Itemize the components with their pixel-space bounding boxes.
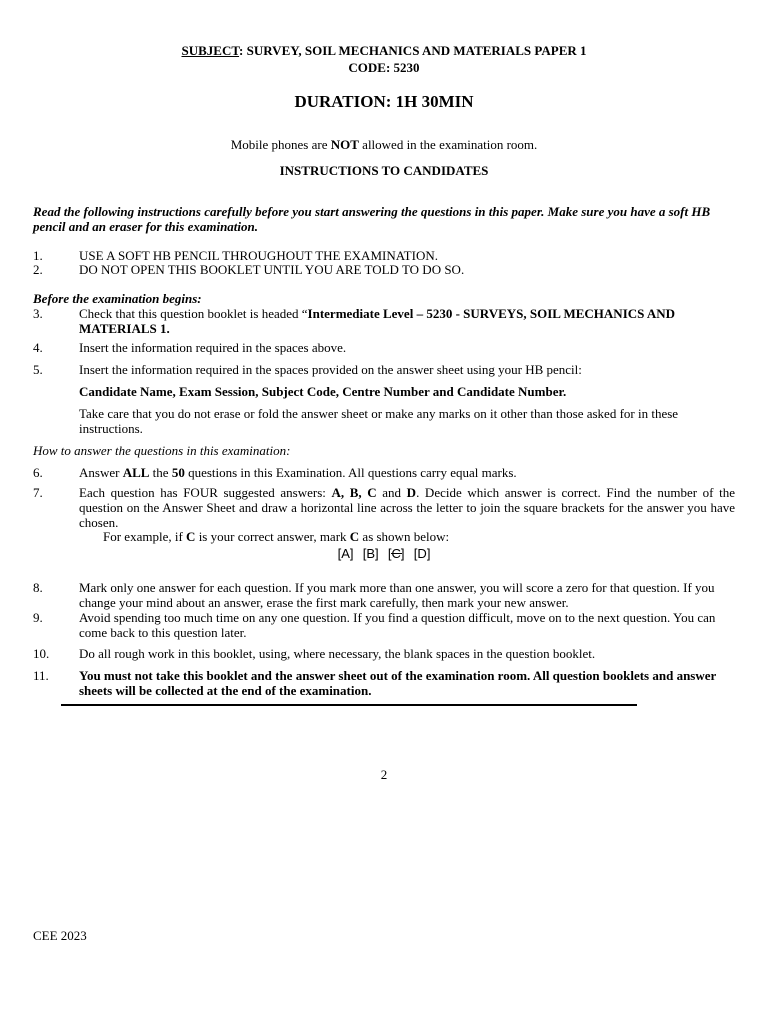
how-heading: How to answer the questions in this examination:	[33, 443, 291, 458]
item-7-d: D	[406, 485, 417, 500]
item-9-text: Avoid spending too much time on any one question. If you find a question difficult, move on to the next question. You can come back to this question later.	[79, 610, 716, 640]
item-6-number: 6.	[33, 465, 43, 480]
exam-code: CODE: 5230	[348, 60, 420, 75]
item-2-text: DO NOT OPEN THIS BOOKLET UNTIL YOU ARE TOLD TO DO SO.	[79, 262, 465, 277]
item-7-letters: A, B, C	[331, 485, 377, 500]
item-1-text: USE A SOFT HB PENCIL THROUGHOUT THE EXAMINATION.	[79, 248, 438, 263]
subject-line	[0, 43, 768, 58]
example-c: C	[186, 529, 196, 544]
item-7-and: and	[376, 485, 407, 500]
item-1-number: 1.	[33, 248, 43, 263]
subject-label: SUBJECT	[181, 43, 240, 58]
item-4-number: 4.	[33, 340, 43, 355]
answer-letter-d: D	[417, 546, 427, 561]
item-7-pre: Each question has FOUR suggested answers:	[79, 485, 332, 500]
item-6-text	[79, 465, 735, 480]
item-2-number: 2.	[33, 262, 43, 277]
item-4-text: Insert the information required in the spaces above.	[79, 340, 347, 355]
item-9-number: 9.	[33, 610, 43, 625]
item-3-pre: Check that this question booklet is headed “	[79, 306, 308, 321]
item-3-heading: Intermediate Level – 5230 - SURVEYS, SOIL MECHANICS AND MATERIALS 1.	[79, 306, 676, 336]
item-8-number: 8.	[33, 580, 43, 595]
item-5-care: Take care that you do not erase or fold the answer sheet or make any marks on it other than those asked for in these instructions.	[79, 406, 679, 436]
item-11-text: You must not take this booklet and the answer sheet out of the examination room. All question booklets and answer sheets will be collected at the end of the examination.	[79, 668, 717, 698]
item-8-text: Mark only one answer for each question. If you mark more than one answer, you will score a zero for that question. If you change your mind about an answer, erase the first mark carefully, then mark your new answer.	[79, 580, 715, 610]
answer-letter-c: C	[391, 546, 401, 561]
before-heading: Before the examination begins:	[33, 291, 202, 306]
item-6-pre: Answer	[79, 465, 123, 480]
page-number: 2	[380, 767, 388, 782]
item-6-all: ALL	[122, 465, 150, 480]
item-7-post: . Decide which answer is correct. Find the number of the question on the Answer Sheet and draw a horizontal line across the letter to join the square brackets for the answer you have chosen.	[79, 485, 735, 530]
item-6-mid: the	[149, 465, 172, 480]
item-11-number: 11.	[33, 668, 49, 683]
intro-paragraph: Read the following instructions carefully before you start answering the questions in this paper. Make sure you have a soft HB pencil and an eraser for this examination.	[33, 204, 711, 234]
item-10-number: 10.	[33, 646, 50, 661]
example-mid: is your correct answer, mark	[195, 529, 350, 544]
item-6-count: 50	[171, 465, 185, 480]
mobile-notice	[0, 137, 768, 152]
item-7-text	[79, 485, 735, 530]
item-7-example	[103, 529, 449, 544]
answer-example	[0, 546, 768, 561]
answer-choice-d: [D]	[413, 546, 431, 561]
notice-pre: Mobile phones are	[230, 137, 331, 152]
item-3-text	[79, 306, 735, 336]
answer-choice-b: [B]	[362, 546, 379, 561]
item-5-text: Insert the information required in the spaces provided on the answer sheet using your HB pencil:	[79, 362, 582, 377]
notice-post: allowed in the examination room.	[358, 137, 538, 152]
item-7-number: 7.	[33, 485, 43, 500]
notice-not: NOT	[330, 137, 359, 152]
item-3-number: 3.	[33, 306, 43, 321]
footer-code: CEE 2023	[33, 928, 87, 943]
example-post: as shown below:	[359, 529, 450, 544]
instructions-title: INSTRUCTIONS TO CANDIDATES	[279, 163, 489, 178]
duration: DURATION: 1H 30MIN	[294, 92, 474, 111]
example-pre: For example, if	[103, 529, 187, 544]
subject-value: : SURVEY, SOIL MECHANICS AND MATERIALS PAPER 1	[239, 43, 587, 58]
item-10-text: Do all rough work in this booklet, using, where necessary, the blank spaces in the question booklet.	[79, 646, 596, 661]
answer-choice-c-marked: [C]	[387, 546, 405, 561]
answer-choice-a: [A]	[337, 546, 354, 561]
example-c2: C	[349, 529, 360, 544]
answer-letter-b: B	[366, 546, 376, 561]
item-6-post: questions in this Examination. All questions carry equal marks.	[184, 465, 517, 480]
item-5-number: 5.	[33, 362, 43, 377]
answer-letter-a: A	[341, 546, 350, 561]
divider-rule	[61, 704, 637, 706]
item-5-fields: Candidate Name, Exam Session, Subject Code, Centre Number and Candidate Number.	[79, 384, 567, 399]
